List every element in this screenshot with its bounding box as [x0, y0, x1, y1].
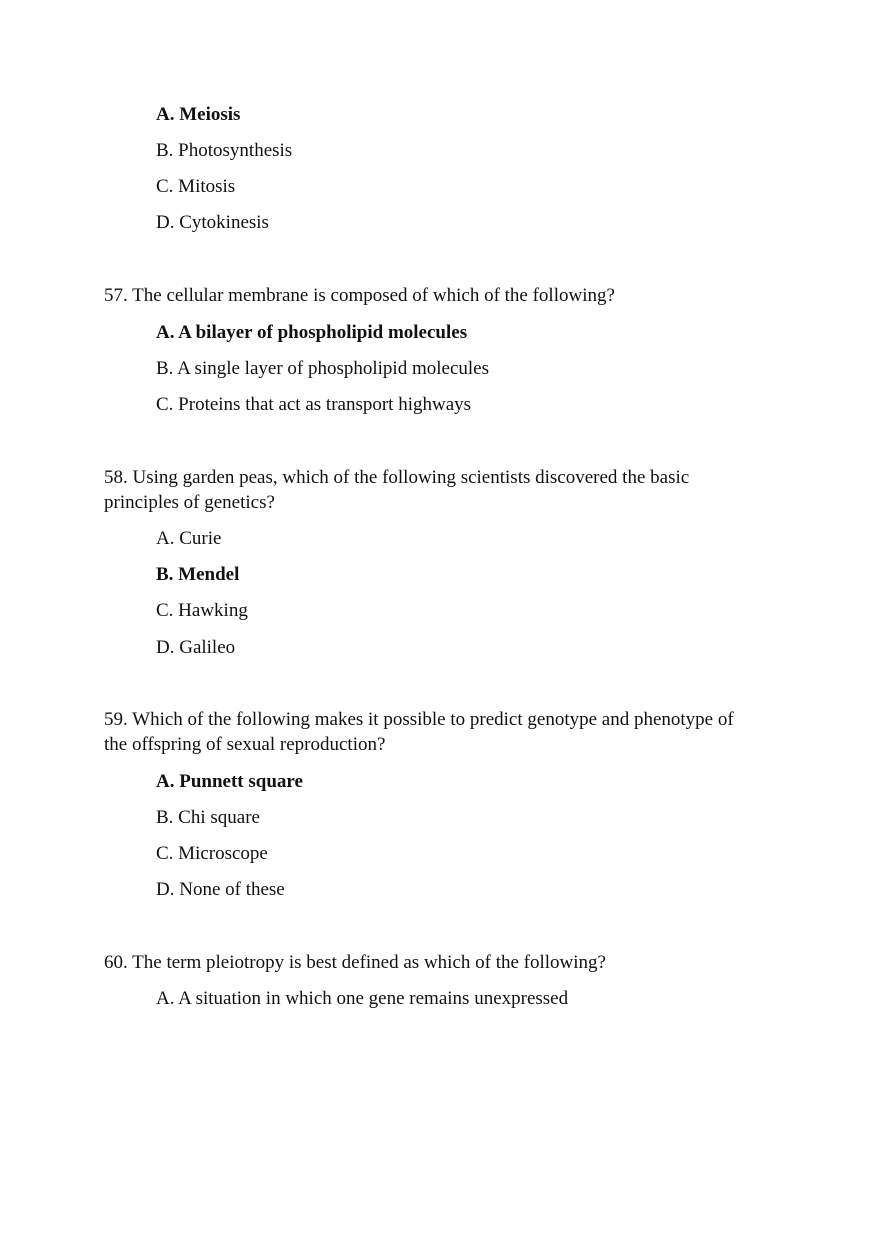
option: C. Microscope	[156, 843, 268, 864]
option-correct: A. Punnett square	[156, 771, 303, 792]
option: D. Galileo	[156, 637, 236, 658]
option: D. Cytokinesis	[156, 212, 269, 233]
question-58-text: 58. Using garden peas, which of the following scientists discovered the basic	[104, 467, 690, 488]
option: D. None of these	[156, 879, 285, 900]
option: A. A situation in which one gene remains unexpressed	[156, 988, 569, 1009]
option-correct: A. Meiosis	[156, 104, 241, 125]
option: B. Photosynthesis	[156, 140, 293, 161]
question-59-text-cont: the offspring of sexual reproduction?	[104, 734, 386, 755]
option: B. A single layer of phospholipid molecules	[156, 358, 489, 379]
option: C. Proteins that act as transport highways	[156, 394, 472, 415]
question-58-text-cont: principles of genetics?	[104, 492, 275, 513]
option: C. Mitosis	[156, 176, 236, 197]
option-correct: A. A bilayer of phospholipid molecules	[156, 322, 468, 343]
option-correct: B. Mendel	[156, 564, 240, 585]
question-57-text: 57. The cellular membrane is composed of which of the following?	[104, 285, 615, 306]
question-59-text: 59. Which of the following makes it possible to predict genotype and phenotype of	[104, 709, 734, 730]
option: A. Curie	[156, 528, 222, 549]
option: B. Chi square	[156, 807, 260, 828]
question-60-text: 60. The term pleiotropy is best defined as which of the following?	[104, 952, 606, 973]
option: C. Hawking	[156, 600, 248, 621]
